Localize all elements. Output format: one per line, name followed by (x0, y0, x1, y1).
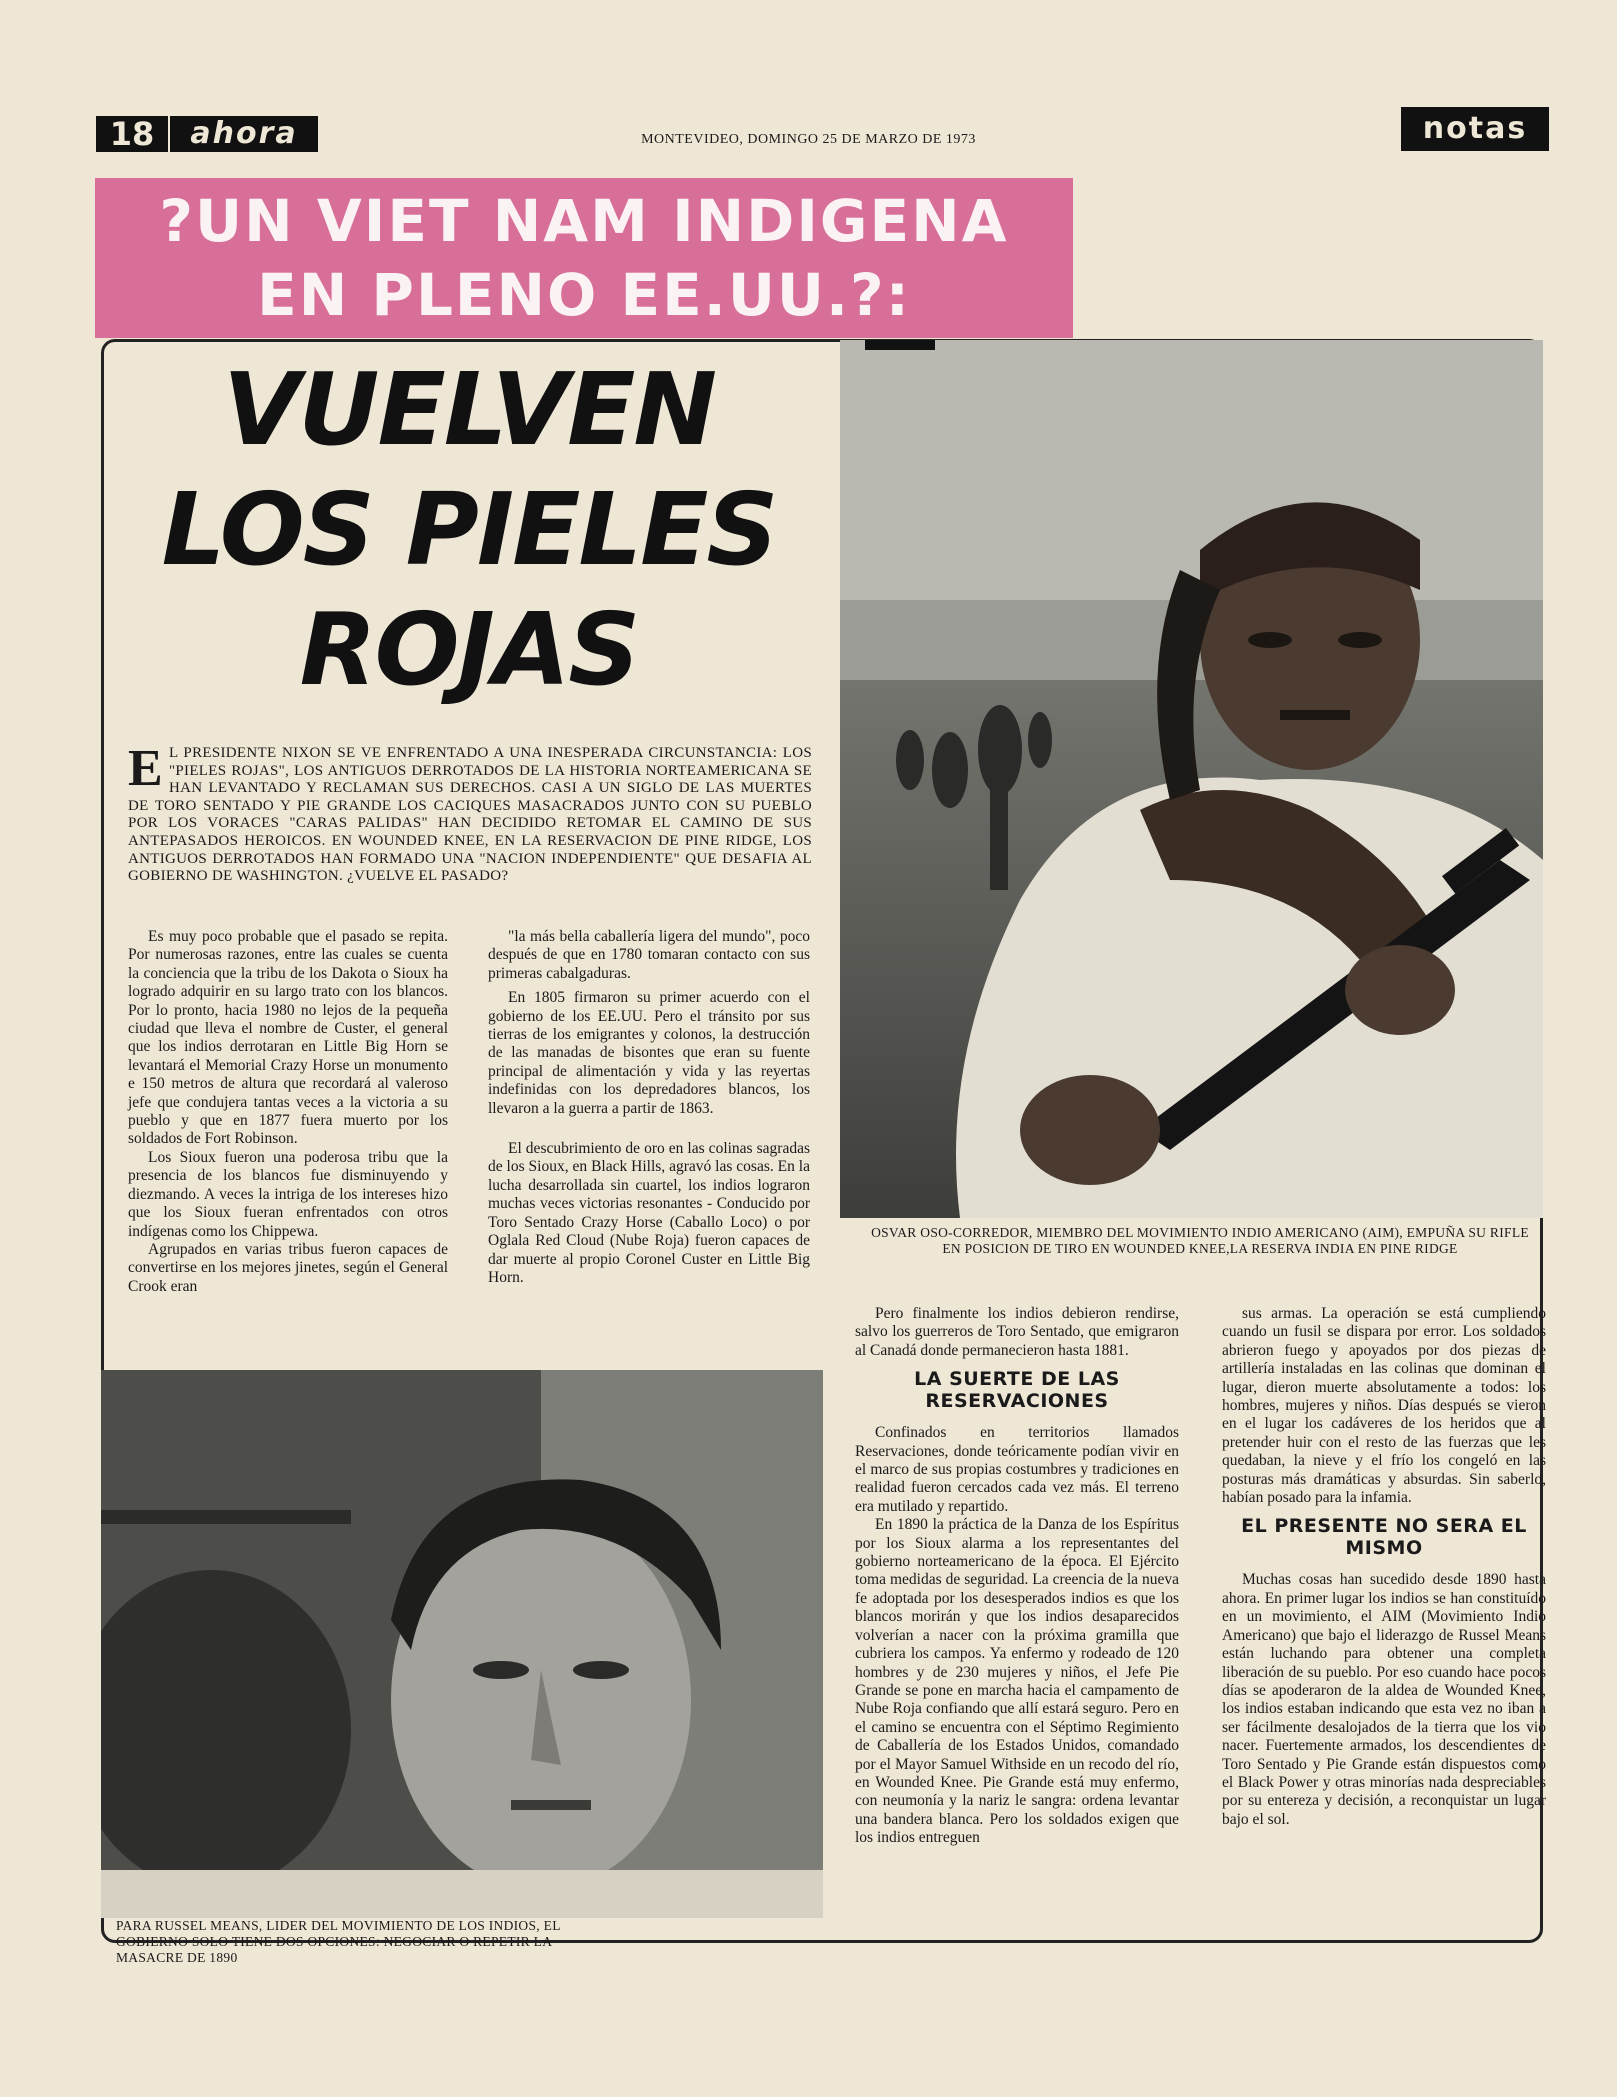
photo-native-with-rifle-image (840, 340, 1543, 1218)
paragraph: sus armas. La operación se está cumpliendo cuando un fusil se dispara por error. Los soldados abrieron fuego y apoyados por dos piezas de artillería instaladas en las colinas que dominan el lugar, dieron muerte absolutamente a todos: los hombres, mujeres y niños. Días después se vieron en el lugar los cadáveres de los heridos que al pretender huir con el resto de las fuerzas que les quedaban, la nieve y el frío los congeló en las posturas más dramáticas y absurdas. Sin saberlo, habían posado para la infamia. (1222, 1305, 1546, 1507)
paragraph: Agrupados en varias tribus fueron capaces de convertirse en los mejores jinetes, según el General Crook eran (128, 1240, 448, 1295)
photo-left-caption: PARA RUSSEL MEANS, LIDER DEL MOVIMIENTO DE LOS INDIOS, EL GOBIERNO SOLO TIENE DOS OPCIONES: NEGOCIAR O REPETIR LA MASACRE DE 1890 (116, 1918, 561, 1965)
intro-text: L PRESIDENTE NIXON SE VE ENFRENTADO A UNA INESPERADA CIRCUNSTANCIA: LOS "PIELES ROJAS", LOS ANTIGUOS DERROTADOS DE LA HISTORIA NORTEAMERICANA SE HAN LEVANTADO Y RECLAMAN SUS DERECHOS. CASI A UN SIGLO DE LAS MUERTES DE TORO SENTADO Y PIE GRANDE LOS CACIQUES MASACRADOS JUNTO CON SU PUEBLO POR LOS VORACES "CARAS PALIDAS" HAN DECIDIDO RETOMAR EL CAMINO DE SUS ANTEPASADOS HEROICOS. EN WOUNDED KNEE, EN LA RESERVACION DE PINE RIDGE, LOS ANTIGUOS DERROTADOS HAN FORMADO UNA "NACION INDEPENDIENTE" QUE DESAFIA AL GOBIERNO DE WASHINGTON. ¿VUELVE EL PASADO? (128, 745, 812, 885)
headline-line-3: ROJAS (299, 591, 639, 708)
kicker-banner (95, 178, 1073, 338)
paragraph: Confinados en territorios llamados Reservaciones, donde teóricamente podían vivir en el marco de sus propias costumbres y tradiciones en realidad fueron cercados cada vez más. El terreno era mutilado y repartido. (855, 1424, 1179, 1515)
body-column-3 (855, 1305, 1179, 1848)
body-column-2 (488, 928, 810, 1287)
body-column-1 (128, 928, 448, 1296)
photo-native-with-rifle (840, 340, 1543, 1218)
dateline: MONTEVIDEO, DOMINGO 25 DE MARZO DE 1973 (641, 132, 976, 147)
paragraph: En 1805 firmaron su primer acuerdo con el gobierno de los EE.UU. Pero el tránsito por sus tierras de los emigrantes y colonos, la destrucción de las manadas de bisontes que eran su fuente principal de alimentación y vida y las reyertas indefinidas con los depredadores blancos, los llevaron a la guerra a partir de 1863. (488, 989, 810, 1117)
paragraph: El descubrimiento de oro en las colinas sagradas de los Sioux, en Black Hills, agravó las cosas. En la lucha desarrollada sin cuartel, los indios lograron muchas veces victorias resonantes - Conducido por Toro Sentado Crazy Horse (Caballo Loco) o por Oglala Red Cloud (Nube Roja) fueron capaces de dar muerte al propio Coronel Custer en Little Big Horn. (488, 1140, 810, 1286)
subheading-presente: EL PRESENTE NO SERA EL MISMO (1241, 1515, 1527, 1560)
paragraph: Pero finalmente los indios debieron rendirse, salvo los guerreros de Toro Sentado, que emigraron al Canadá donde permanecieron hasta 1881. (855, 1305, 1179, 1359)
kicker-line-2: EN PLENO EE.UU.?: (257, 261, 911, 329)
photo-russel-means-image (101, 1370, 823, 1918)
headline-line-1: VUELVEN (222, 351, 716, 468)
intro-deck (128, 740, 812, 886)
kicker-line-1: ?UN VIET NAM INDIGENA (159, 187, 1009, 255)
paragraph: En 1890 la práctica de la Danza de los Espíritus por los Sioux alarma a los representantes del gobierno norteamericano de la época. El Ejército toma medidas de seguridad. La creencia de la nueva fe adoptada por los desesperados indios es que los blancos morirán y que los indios desaparecidos volverían a nacer con la próxima gramilla que cubriera los campos. Ya enfermo y rodeado de 120 hombres y de 230 mujeres y niños, el Jefe Pie Grande se pone en marcha hacia el campamento de Nube Roja confiando que allí estará seguro. Pero en el camino se encuentra con el Séptimo Regimiento de Caballería de los Estados Unidos, comandado por el Mayor Samuel Withside en un recodo del río, en Wounded Knee. Pie Grande está muy enfermo, con neumonía y la nariz le sangra: ordena levantar una bandera blanca. Pero los soldados exigen que los indios entreguen (855, 1516, 1179, 1847)
paragraph: Muchas cosas han sucedido desde 1890 hasta ahora. En primer lugar los indios se han constituído en un movimiento, el AIM (Movimiento Indio Americano) que bajo el liderazgo de Russel Means están luchando para obtener una completa liberación de su pueblo. Por eso cuando hace pocos días se apoderaron de la aldea de Wounded Knee, los indios estaban indicando que esta vez no iban a ser fácilmente desalojados de la tierra que los vio nacer. Fuertemente armados, los descendientes de Toro Sentado y Pie Grande están dispuestos como el Black Power y otras minorías nada despreciables por su entereza y decisión, a reconquistar un lugar bajo el sol. (1222, 1571, 1546, 1828)
drop-cap: E (128, 740, 163, 797)
section-logo: ahora (170, 116, 318, 152)
paragraph: Es muy poco probable que el pasado se repita. Por numerosas razones, entre las cuales se cuenta la conciencia que la tribu de los Dakota o Sioux ha logrado adquirir en su largo trato con los blancos. Por lo pronto, hacia 1980 no lejos de la pequeña ciudad que lleva el nombre de Custer, el general que los indios derrotaran en Little Big Horn se levantará el Memorial Crazy Horse un monumento e 150 metros de altura que recordará al valeroso jefe que condujera tantas veces a la victoria a su pueblo y que en 1877 fuera muerto por los soldados de Fort Robinson. (128, 928, 448, 1148)
paragraph: Los Sioux fueron una poderosa tribu que la presencia de los blancos fue disminuyendo y diezmando. A veces la intriga de los intereses hizo que los Sioux fueran enfrentados con otros indígenas como los Chippewa. (128, 1148, 448, 1240)
notas-label: notas (1401, 107, 1549, 151)
headline-line-2: LOS PIELES (161, 471, 777, 588)
body-column-4 (1222, 1305, 1546, 1829)
photo-russel-means (101, 1370, 823, 1918)
photo-right-caption: OSVAR OSO-CORREDOR, MIEMBRO DEL MOVIMIENTO INDIO AMERICANO (AIM), EMPUÑA SU RIFLE EN POSICION DE TIRO EN WOUNDED KNEE,LA RESERVA INDIA EN PINE RIDGE (871, 1225, 1529, 1256)
page-number: 18 (96, 116, 168, 152)
subheading-reservaciones: LA SUERTE DE LAS RESERVACIONES (914, 1368, 1120, 1413)
paragraph: "la más bella caballería ligera del mundo", poco después de que en 1780 tomaran contacto con sus primeras cabalgaduras. (488, 928, 810, 982)
